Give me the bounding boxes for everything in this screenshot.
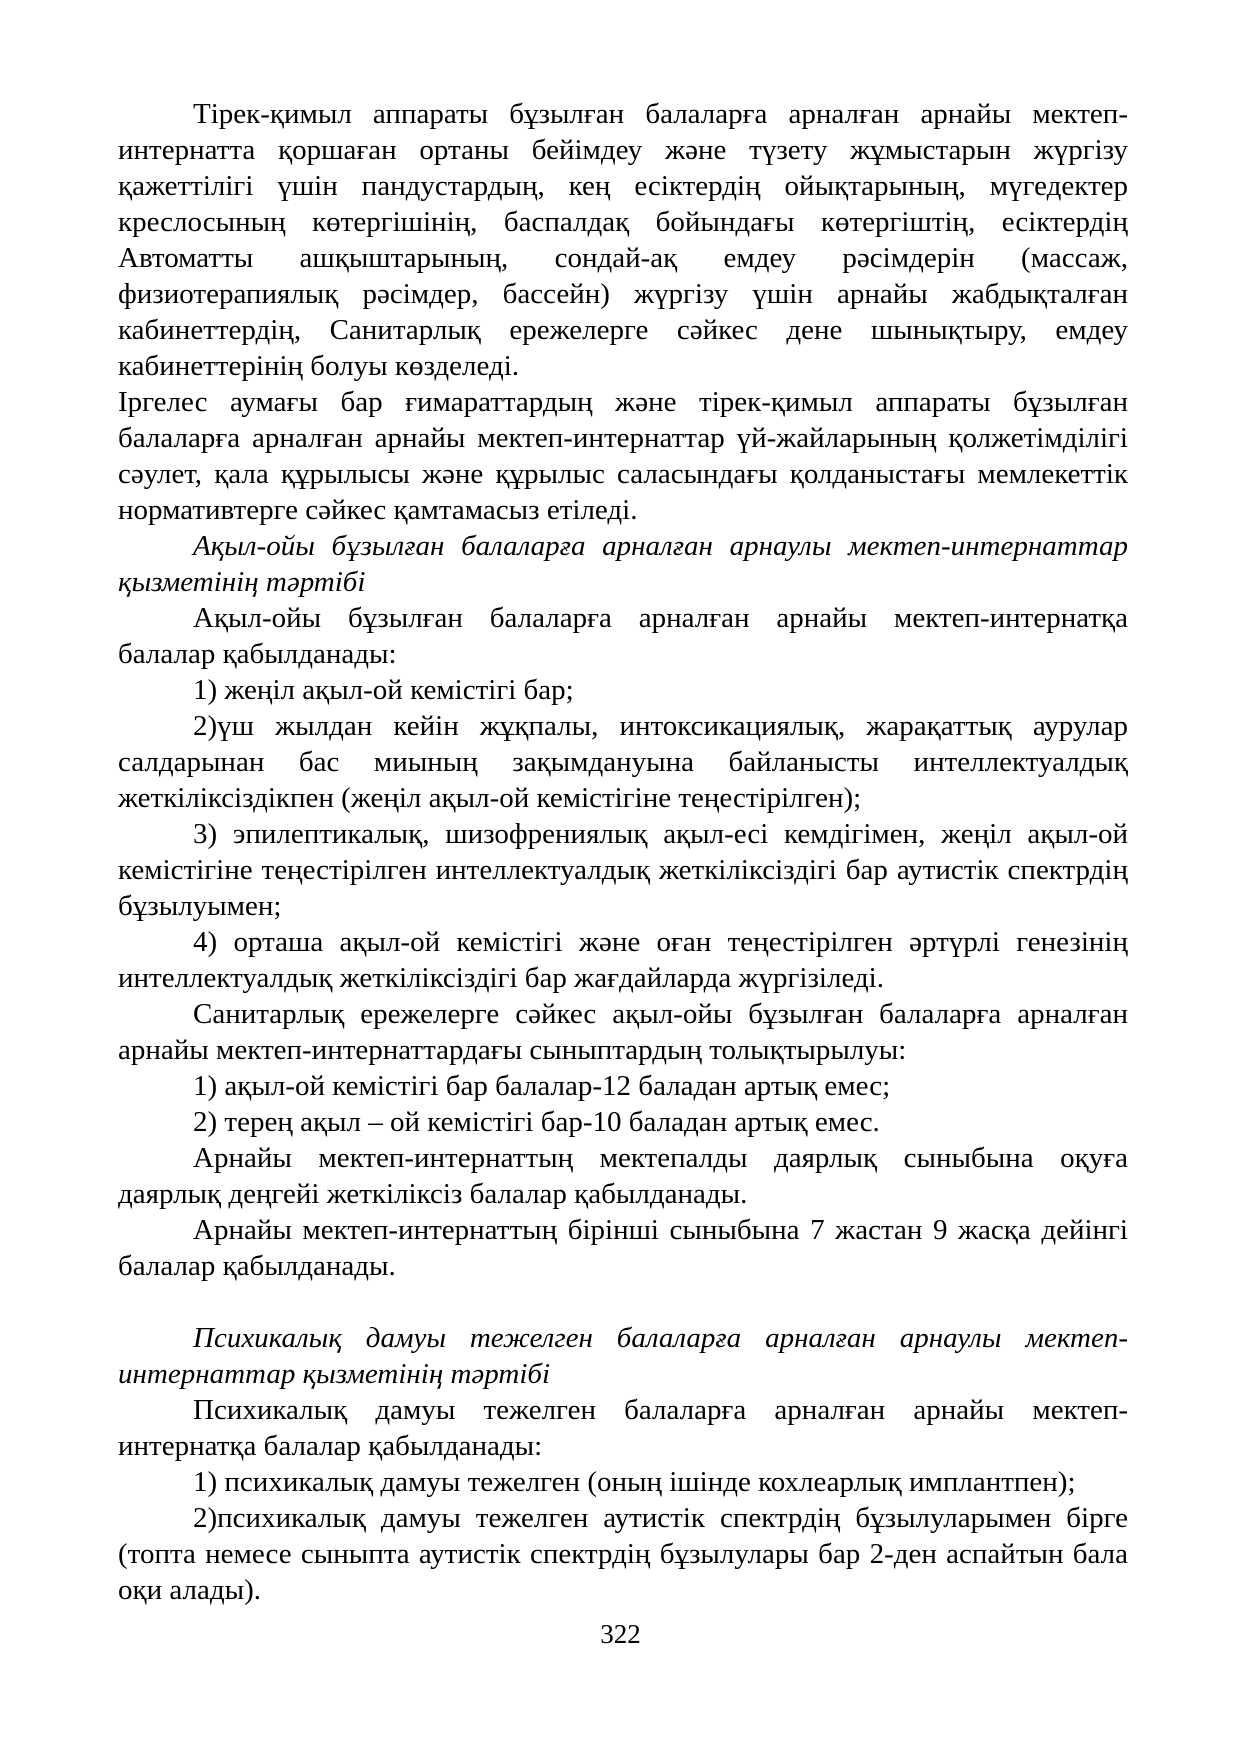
paragraph: Санитарлық ережелерге сәйкес ақыл-ойы бұзылған балаларға арналған арнайы мектеп-интернаттардағы сыныптардың толықтырылуы:: [118, 998, 1128, 1066]
section-heading: Ақыл-ойы бұзылған балаларға арналған арнаулы мектеп-интернаттар қызметінің тәртібі: [118, 530, 1128, 598]
paragraph: Тірек-қимыл аппараты бұзылған балаларға арналған арнайы мектеп-интернатта қоршаған ортаны бейімдеу және түзету жұмыстарын жүргізу қажеттілігі үшін пандустардың, кең есіктердің ойықтарының, мүгедектер креслосының көтергішінің, баспалдақ бойындағы көтергіштің, есіктердің Автоматты ашқыштарының, сондай-ақ емдеу рәсімдерін (массаж, физиотерапиялық рәсімдер, бассейн) жүргізу үшін арнайы жабдықталған кабинеттердің, Санитарлық ережелерге сәйкес дене шынықтыру, емдеу кабинеттерінің болуы көзделеді.: [118, 98, 1128, 382]
section-heading: Психикалық дамуы тежелген балаларға арналған арнаулы мектеп-интернаттар қызметінің тәртібі: [118, 1322, 1128, 1390]
paragraph: Арнайы мектеп-интернаттың бірінші сыныбына 7 жастан 9 жасқа дейінгі балалар қабылданады.: [118, 1214, 1128, 1282]
page-number: 322: [600, 1619, 641, 1649]
paragraph: 3) эпилептикалық, шизофрениялық ақыл-есі кемдігімен, жеңіл ақыл-ой кемістігіне теңестірілген интеллектуалдық жеткіліксіздігі бар аутистік спектрдің бұзылуымен;: [118, 818, 1128, 922]
paragraph: Ақыл-ойы бұзылған балаларға арналған арнайы мектеп-интернатқа балалар қабылданады:: [118, 602, 1128, 670]
paragraph: 1) жеңіл ақыл-ой кемістігі бар;: [193, 674, 574, 706]
paragraph: 1) психикалық дамуы тежелген (оның ішінде кохлеарлық имплантпен);: [193, 1466, 1076, 1498]
paragraph: Іргелес аумағы бар ғимараттардың және тірек-қимыл аппараты бұзылған балаларға арналған арнайы мектеп-интернаттар үй-жайларының қолжетімділігі сәулет, қала құрылысы және құрылыс саласындағы қолданыстағы мемлекеттік нормативтерге сәйкес қамтамасыз етіледі.: [118, 386, 1128, 526]
document-body: [118, 96, 1128, 1608]
paragraph: 2)үш жылдан кейін жұқпалы, интоксикациялық, жарақаттық аурулар салдарынан бас миының зақымдануына байланысты интеллектуалдық жеткіліксіздікпен (жеңіл ақыл-ой кемістігіне теңестірілген);: [118, 710, 1128, 814]
paragraph: Арнайы мектеп-интернаттың мектепалды даярлық сыныбына оқуға даярлық деңгейі жеткіліксіз балалар қабылданады.: [118, 1142, 1128, 1210]
paragraph: Психикалық дамуы тежелген балаларға арналған арнайы мектеп-интернатқа балалар қабылданады:: [118, 1394, 1128, 1462]
paragraph: 4) орташа ақыл-ой кемістігі және оған теңестірілген әртүрлі генезінің интеллектуалдық жеткіліксіздігі бар жағдайларда жүргізіледі.: [118, 926, 1128, 994]
paragraph: 2) терең ақыл – ой кемістігі бар-10 баладан артық емес.: [193, 1106, 880, 1138]
page-footer: [0, 1618, 1241, 1650]
paragraph: 2)психикалық дамуы тежелген аутистік спектрдің бұзылуларымен бірге (топта немесе сыныпта аутистік спектрдің бұзылулары бар 2-ден аспайтын бала оқи алады).: [118, 1502, 1128, 1606]
paragraph: 1) ақыл-ой кемістігі бар балалар-12 баладан артық емес;: [193, 1070, 891, 1102]
